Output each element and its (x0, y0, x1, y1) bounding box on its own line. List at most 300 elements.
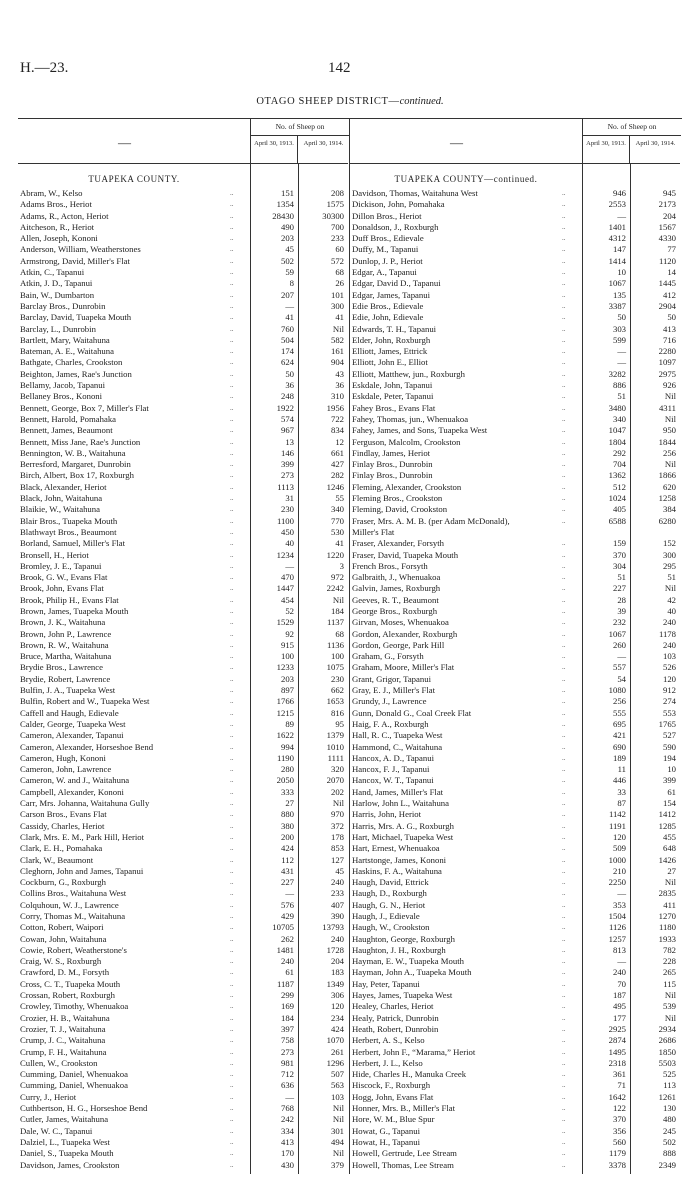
leader-dots: .. (230, 505, 234, 514)
leader-dots: .. (230, 347, 234, 356)
owner-name: Edgar, David D., Tapanui (352, 278, 441, 289)
table-row (350, 1035, 680, 1046)
leader-dots: .. (230, 426, 234, 435)
table-row (350, 1047, 680, 1058)
leader-dots: .. (562, 460, 566, 469)
table-row (18, 651, 348, 662)
sheep-1914: 1445 (658, 278, 676, 289)
sheep-1914: 154 (662, 798, 676, 809)
sheep-1913: 1234 (276, 549, 294, 560)
leader-dots: .. (562, 256, 566, 265)
owner-name: Bateman, A. E., Waitahuna (20, 346, 114, 357)
sheep-1913: 1187 (276, 978, 294, 989)
owner-name: Harlow, John L., Waitahuna (352, 798, 450, 809)
district-title (0, 96, 700, 107)
sheep-1913: 1191 (608, 820, 626, 831)
sheep-1914: 184 (330, 605, 344, 616)
sheep-1913: 184 (280, 1012, 294, 1023)
leader-dots: .. (562, 279, 566, 288)
sheep-1913: 560 (612, 1136, 626, 1147)
owner-name: Duff Bros., Edievale (352, 233, 424, 244)
owner-name: Carr, Mrs. Johanna, Waitahuna Gully (20, 798, 150, 809)
leader-dots: .. (230, 245, 234, 254)
table-row (18, 956, 348, 967)
owner-name: Bulfin, J. A., Tuapeka West (20, 685, 116, 696)
owner-name: Duffy, M., Tapanui (352, 244, 419, 255)
sheep-1913: 1401 (608, 221, 626, 232)
sheep-1914: 1567 (658, 221, 676, 232)
owner-name: Brydie Bros., Lawrence (20, 662, 103, 673)
table-row (18, 1069, 348, 1080)
owner-name: Blaikie, W., Waitahuna (20, 504, 100, 515)
owner-name: Geeves, R. T., Beaumont (352, 594, 439, 605)
owner-name: Galbraith, J., Whenuakoa (352, 572, 441, 583)
table-row (18, 1024, 348, 1035)
table-row (18, 821, 348, 832)
leader-dots: .. (230, 912, 234, 920)
leader-dots: .. (230, 832, 234, 841)
sheep-1914: 127 (330, 854, 344, 865)
owner-name: Barclay, L., Dunrobin (20, 323, 96, 334)
sheep-1913: 758 (280, 1035, 294, 1046)
leader-dots: .. (230, 1013, 234, 1022)
sheep-1914: 782 (662, 944, 676, 955)
sheep-1913: — (285, 300, 294, 311)
sheep-1913: 207 (280, 289, 294, 300)
table-row (18, 1047, 348, 1058)
sheep-1913: 28 (617, 594, 626, 605)
sheep-1913: 3480 (608, 402, 626, 413)
leader-dots: .. (230, 686, 234, 695)
sheep-1913: 303 (612, 323, 626, 334)
table-row (350, 470, 680, 481)
owner-name: Hayes, James, Tuapeka West (352, 990, 453, 1001)
table-row (18, 504, 348, 515)
leader-dots: .. (230, 674, 234, 683)
table-row (350, 798, 680, 809)
sheep-1914: 310 (330, 391, 344, 402)
table-row (350, 629, 680, 640)
leader-dots: .. (562, 584, 566, 593)
table-row (18, 1103, 348, 1114)
sheep-1914: Nil (664, 413, 676, 424)
leader-dots: .. (230, 618, 234, 627)
table-row (18, 459, 348, 470)
table-row (18, 1114, 348, 1125)
sheep-1914: 240 (330, 933, 344, 944)
sheep-1914: 1258 (658, 493, 676, 504)
leader-dots: .. (230, 753, 234, 762)
owner-name: Fahey, James, and Sons, Tuapeka West (352, 425, 488, 436)
sheep-1913: 262 (280, 933, 294, 944)
table-row (350, 1160, 680, 1171)
leader-dots: .. (562, 313, 566, 322)
sheep-1913: 813 (612, 944, 626, 955)
sheep-1914: 1844 (658, 436, 676, 447)
owner-name: Daniel, S., Tuapeka Mouth (20, 1148, 114, 1159)
owner-name: Dunlop, J. P., Heriot (352, 255, 423, 266)
sheep-1913: 89 (285, 718, 294, 729)
leader-dots: .. (230, 358, 234, 367)
sheep-1914: 480 (662, 1114, 676, 1125)
owner-name: Curry, J., Heriot (20, 1091, 77, 1102)
sheep-1913: 421 (612, 730, 626, 741)
leader-dots: .. (230, 776, 234, 785)
leader-dots: .. (562, 912, 566, 920)
owner-name: Brown, J. K., Waitahuna (20, 617, 106, 628)
table-row (18, 843, 348, 854)
table-row (350, 233, 680, 244)
table-row (18, 922, 348, 933)
table-row (350, 662, 680, 673)
sheep-1913: 6588 (608, 515, 626, 526)
table-row (350, 1069, 680, 1080)
sheep-1913: 1190 (276, 752, 294, 763)
owner-name: Haugh, W., Crookston (352, 922, 430, 933)
owner-name: Howell, Gertrude, Lee Stream (352, 1148, 457, 1159)
sheep-1914: 661 (330, 447, 344, 458)
sheep-1913: — (285, 1091, 294, 1102)
sheep-1914: 700 (330, 221, 344, 232)
leader-dots: .. (562, 414, 566, 423)
owner-name: Bruce, Martha, Waitahuna (20, 651, 112, 662)
sheep-1914: 77 (667, 244, 676, 255)
table-row (350, 1092, 680, 1103)
leader-dots: .. (230, 900, 234, 909)
table-row (350, 708, 680, 719)
sheep-1913: 760 (280, 323, 294, 334)
name-column-dash: — (118, 135, 131, 150)
sheep-1914: 340 (330, 504, 344, 515)
leader-dots: .. (230, 335, 234, 344)
table-row (350, 380, 680, 391)
sheep-1913: 33 (617, 786, 626, 797)
sheep-1913: 399 (280, 459, 294, 470)
sheep-1914: 563 (330, 1080, 344, 1091)
leader-dots: .. (230, 437, 234, 446)
sheep-1913: 454 (280, 594, 294, 605)
leader-dots: .. (230, 878, 234, 887)
leader-dots: .. (230, 460, 234, 469)
sheep-1914: 912 (662, 685, 676, 696)
sheep-1914: Nil (664, 391, 676, 402)
sheep-1914: 722 (330, 413, 344, 424)
leader-dots: .. (230, 1092, 234, 1101)
leader-dots: .. (230, 584, 234, 593)
sheep-1914: Nil (332, 1114, 344, 1125)
table-row (350, 324, 680, 335)
owner-name: Hart, Ernest, Whenuakoa (352, 843, 440, 854)
sheep-1913: 576 (280, 899, 294, 910)
owner-name: Fraser, Alexander, Forsyth (352, 538, 444, 549)
table-row (350, 1058, 680, 1069)
owner-name: Hancox, F. J., Tapanui (352, 764, 430, 775)
sheep-1913: 413 (280, 1136, 294, 1147)
table-row (18, 1092, 348, 1103)
owner-name: Brown, James, Tuapeka Mouth (20, 605, 129, 616)
sheep-1913: 361 (612, 1069, 626, 1080)
sheep-1913: 599 (612, 334, 626, 345)
sheep-1914: Nil (664, 1012, 676, 1023)
owner-name: Haig, F. A., Roxburgh (352, 718, 429, 729)
sheep-1914: Nil (664, 459, 676, 470)
sheep-1913: 967 (280, 425, 294, 436)
owner-name: Barclay Bros., Dunrobin (20, 300, 106, 311)
sheep-1914: 582 (330, 334, 344, 345)
owner-name: Findlay, James, Heriot (352, 447, 431, 458)
owner-name: Graham, Moore, Miller's Flat (352, 662, 455, 673)
owner-name: Campbell, Alexander, Kononi (20, 786, 124, 797)
owner-name: Fleming Bros., Crookston (352, 493, 443, 504)
owner-name: Bellamy, Jacob, Tapanui (20, 380, 106, 391)
table-row (350, 934, 680, 945)
sheep-1914: 372 (330, 820, 344, 831)
sheep-1913: 273 (280, 470, 294, 481)
sheep-1913: 636 (280, 1080, 294, 1091)
leader-dots: .. (562, 222, 566, 231)
table-row (18, 798, 348, 809)
table-row (350, 222, 680, 233)
owner-name: Hall, R. C., Tuapeka West (352, 730, 443, 741)
sheep-1914: 245 (662, 1125, 676, 1136)
sheep-1913: 886 (612, 380, 626, 391)
table-row (350, 1148, 680, 1159)
sheep-1914: 256 (662, 447, 676, 458)
table-row (18, 685, 348, 696)
leader-dots: .. (562, 697, 566, 706)
leader-dots: .. (562, 1126, 566, 1135)
table-row (18, 222, 348, 233)
table-row (18, 448, 348, 459)
sheep-1914: 1270 (658, 911, 676, 921)
table-row (18, 470, 348, 481)
owner-name: Davidson, James, Crookston (20, 1159, 120, 1170)
sheep-1913: 100 (280, 651, 294, 662)
owner-name: Healy, Patrick, Dunrobin (352, 1012, 439, 1023)
leader-dots: .. (562, 1070, 566, 1079)
leader-dots: .. (230, 1115, 234, 1124)
leader-dots: .. (562, 234, 566, 243)
leader-dots: .. (562, 516, 566, 525)
leader-dots: .. (230, 1126, 234, 1135)
leader-dots: .. (562, 821, 566, 830)
leader-dots: .. (562, 505, 566, 514)
document-code: H.—23. (20, 60, 69, 76)
sheep-1913: — (617, 357, 626, 368)
owner-name: Hartstonge, James, Kononi (352, 854, 447, 865)
leader-dots: .. (562, 991, 566, 1000)
leader-dots: .. (230, 1002, 234, 1011)
sheep-1913: — (617, 210, 626, 221)
owner-name: Crowley, Timothy, Whenuakoa (20, 1001, 129, 1012)
table-row (350, 199, 680, 210)
sheep-1914: 407 (330, 899, 344, 910)
sheep-1913: 200 (280, 831, 294, 842)
sheep-1913: 203 (280, 673, 294, 684)
sheep-1914: 926 (662, 380, 676, 391)
owner-name: Cumming, Daniel, Whenuakoa (20, 1080, 128, 1091)
sheep-1914: 502 (662, 1136, 676, 1147)
owner-name: Elliott, Matthew, jun., Roxburgh (352, 368, 465, 379)
sheep-1914: 1137 (326, 617, 344, 628)
sheep-1913: 41 (285, 312, 294, 323)
leader-dots: .. (562, 381, 566, 390)
sheep-1914: Nil (332, 323, 344, 334)
sheep-1914: 68 (335, 267, 344, 278)
leader-dots: .. (562, 1115, 566, 1124)
table-row (350, 301, 680, 312)
owner-name: Colquhoun, W. J., Lawrence (20, 899, 119, 910)
sheep-1914: 424 (330, 1023, 344, 1034)
section-heading: TUAPEKA COUNTY—continued. (394, 174, 538, 184)
leader-dots: .. (562, 1104, 566, 1113)
sheep-1914: 234 (330, 1012, 344, 1023)
table-row (350, 312, 680, 323)
sheep-1914: 539 (662, 1001, 676, 1012)
owner-name: Bartlett, Mary, Waitahuna (20, 334, 110, 345)
owner-name: Edwards, T. H., Tapanui (352, 323, 437, 334)
table-row (18, 290, 348, 301)
table-row (18, 832, 348, 843)
name-column-dash: — (450, 135, 463, 150)
sheep-1914: 904 (330, 357, 344, 368)
sheep-1914: 413 (662, 323, 676, 334)
owner-name: Cutler, James, Waitahuna (20, 1114, 109, 1125)
owner-name: Finlay Bros., Dunrobin (352, 459, 433, 470)
sheep-1913: 1504 (608, 911, 626, 921)
sheep-1914: 14 (667, 267, 676, 278)
sheep-1913: 1766 (276, 696, 294, 707)
sheep-1913: 405 (612, 504, 626, 515)
owner-name: Gordon, George, Park Hill (352, 639, 445, 650)
table-row (350, 211, 680, 222)
table-row (18, 662, 348, 673)
sheep-1913: 1257 (608, 933, 626, 944)
table-row (18, 888, 348, 899)
table-row (18, 493, 348, 504)
sheep-1913: 695 (612, 718, 626, 729)
sheep-1913: 370 (612, 1114, 626, 1125)
owner-name: Bennett, Miss Jane, Rae's Junction (20, 436, 141, 447)
leader-dots: .. (230, 222, 234, 231)
sheep-1914: 261 (330, 1046, 344, 1057)
leader-dots: .. (230, 516, 234, 525)
sheep-1914: 399 (662, 775, 676, 786)
owner-name: Hiscock, F., Roxburgh (352, 1080, 431, 1091)
leader-dots: .. (230, 414, 234, 423)
sheep-1914: 411 (663, 899, 676, 910)
owner-name: Grundy, J., Lawrence (352, 696, 427, 707)
leader-dots: .. (230, 1070, 234, 1079)
leader-dots: .. (230, 1104, 234, 1113)
leader-dots: .. (562, 674, 566, 683)
table-row (350, 764, 680, 775)
leader-dots: .. (230, 1047, 234, 1056)
sheep-1914: 27 (667, 865, 676, 876)
sheep-1914: Nil (332, 798, 344, 809)
leader-dots: .. (562, 889, 566, 898)
table-row (350, 244, 680, 255)
sheep-1914: 1765 (658, 718, 676, 729)
table-row (350, 437, 680, 448)
owner-name: French Bros., Forsyth (352, 560, 428, 571)
leader-dots: .. (230, 640, 234, 649)
owner-name: Cotton, Robert, Waipori (20, 922, 104, 933)
table-row (18, 1001, 348, 1012)
leader-dots: .. (230, 290, 234, 299)
table-row (18, 1035, 348, 1046)
owner-name: Cumming, Daniel, Whenuakoa (20, 1069, 128, 1080)
table-row (350, 1080, 680, 1091)
sheep-1914: 1070 (326, 1035, 344, 1046)
sheep-1914: 525 (662, 1069, 676, 1080)
leader-dots: .. (562, 1036, 566, 1045)
table-row (18, 233, 348, 244)
table-row (350, 493, 680, 504)
owner-name: Bronsell, H., Heriot (20, 549, 89, 560)
table-row (350, 290, 680, 301)
owner-name: Allen, Joseph, Kononi (20, 233, 98, 244)
table-row (350, 1001, 680, 1012)
sheep-1914: 100 (330, 651, 344, 662)
sheep-1914: 101 (330, 289, 344, 300)
table-row (350, 369, 680, 380)
sheep-1913: 232 (612, 617, 626, 628)
leader-dots: .. (562, 301, 566, 310)
table-row (350, 1024, 680, 1035)
leader-dots: .. (230, 301, 234, 310)
sheep-1913: 159 (612, 538, 626, 549)
leader-dots: .. (562, 855, 566, 864)
leader-dots: .. (230, 821, 234, 830)
table-row (18, 335, 348, 346)
sheep-1913: 946 (612, 188, 626, 198)
table-row (350, 459, 680, 470)
owner-name: Brook, John, Evans Flat (20, 583, 104, 594)
sheep-1913: 450 (280, 526, 294, 537)
table-row (18, 595, 348, 606)
sheep-1914: 300 (330, 300, 344, 311)
section-heading: TUAPEKA COUNTY. (88, 174, 180, 184)
table-row (18, 787, 348, 798)
leader-dots: .. (230, 1024, 234, 1033)
leader-dots: .. (230, 697, 234, 706)
leader-dots: .. (562, 573, 566, 582)
sheep-1914: 2242 (326, 583, 344, 594)
sheep-1913: 146 (280, 447, 294, 458)
sheep-1914: 202 (330, 786, 344, 797)
leader-dots: .. (230, 268, 234, 277)
sheep-1914: 494 (330, 1136, 344, 1147)
owner-name: Bennington, W. B., Waitahuna (20, 447, 126, 458)
owner-name: Clark, Mrs. E. M., Park Hill, Heriot (20, 831, 145, 842)
table-row (18, 990, 348, 1001)
sheep-1914: 301 (330, 1125, 344, 1136)
owner-name: Howat, G., Tapanui (352, 1125, 420, 1136)
table-row (350, 753, 680, 764)
table-row (350, 922, 680, 933)
sheep-1914: 42 (667, 594, 676, 605)
sheep-1913: 28430 (272, 210, 294, 221)
leader-dots: .. (562, 799, 566, 808)
sheep-1914: 130 (662, 1103, 676, 1114)
sheep-1914: 1575 (326, 199, 344, 210)
sheep-1914: 41 (335, 312, 344, 323)
sheep-1914: 2934 (658, 1023, 676, 1034)
leader-dots: .. (230, 731, 234, 740)
sheep-1914: Nil (332, 1148, 344, 1159)
sheep-1913: 994 (280, 741, 294, 752)
